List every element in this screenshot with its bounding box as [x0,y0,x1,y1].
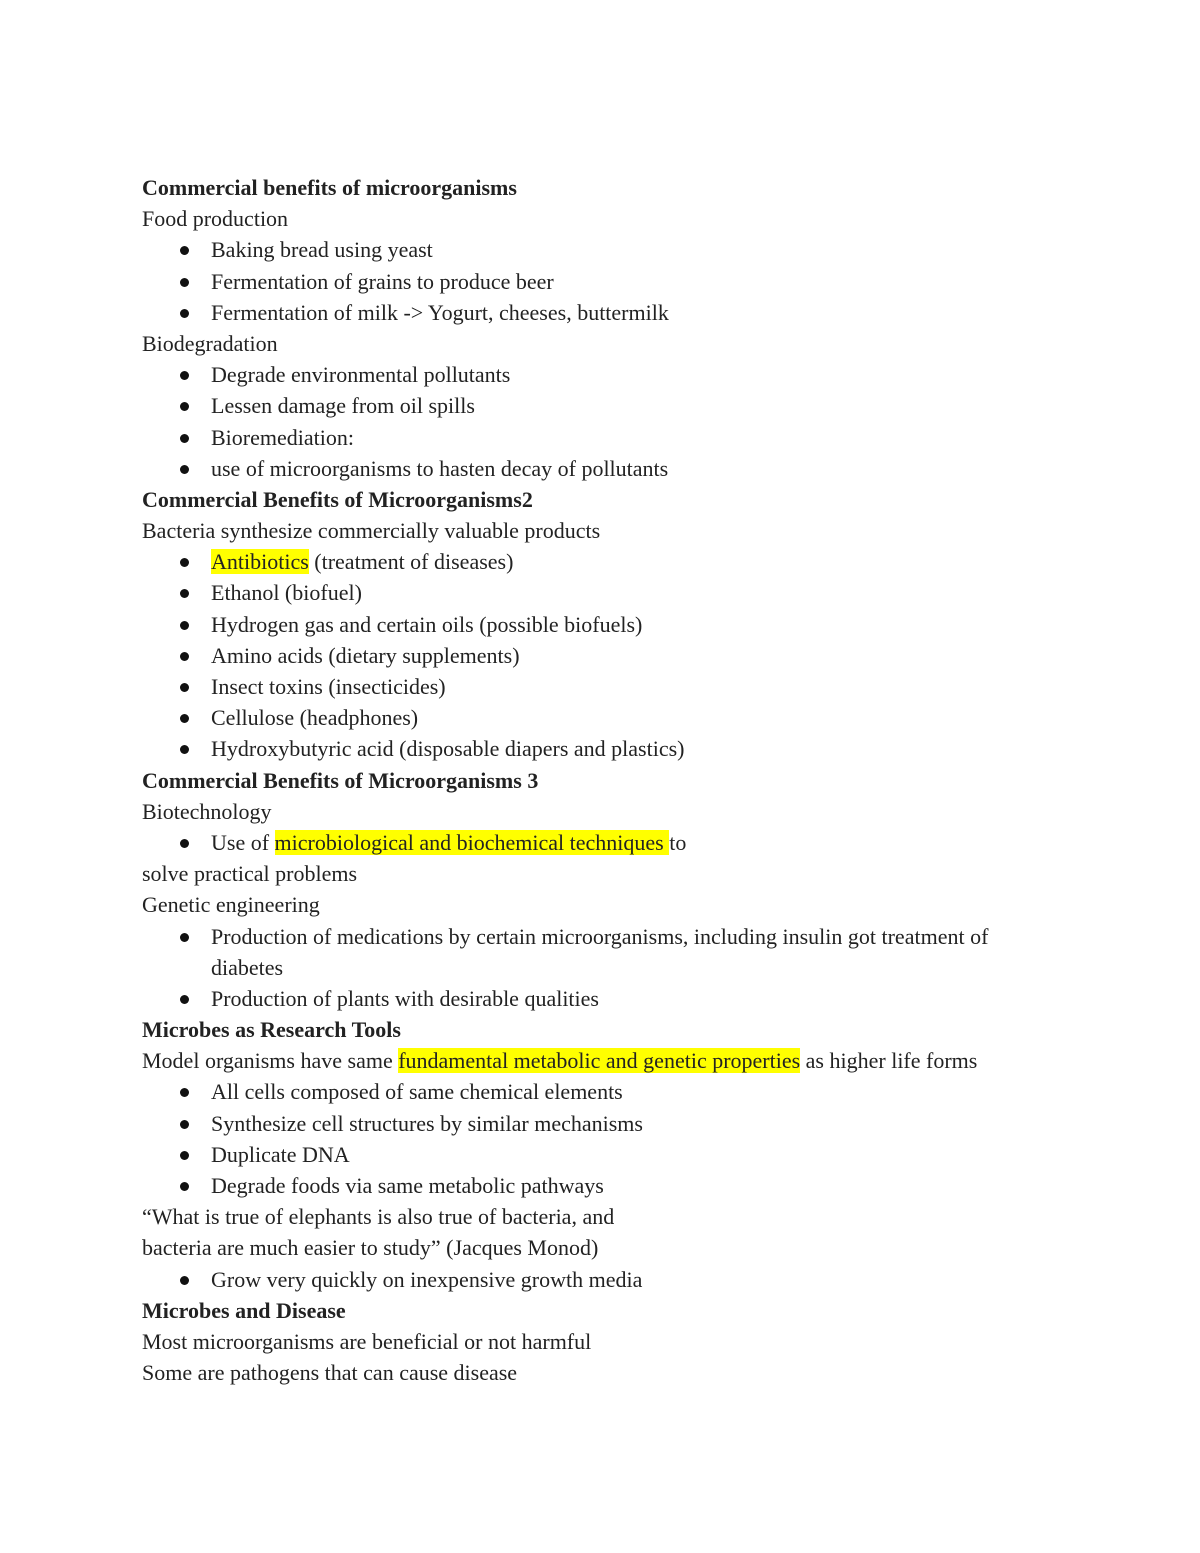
list-item: Bioremediation: [142,422,1062,453]
bullet-icon [180,402,189,411]
list-item: Fermentation of grains to produce beer [142,266,1062,297]
highlighted-text: microbiological and biochemical techniques [274,829,670,855]
highlighted-text: fundamental metabolic and genetic properties [398,1048,801,1074]
list-item: Degrade foods via same metabolic pathways [142,1170,1062,1201]
quote-text: “What is true of elephants is also true of bacteria, and [142,1204,615,1230]
bullet-icon [180,434,189,443]
bullet-icon [180,621,189,630]
bullet-icon [180,465,189,474]
list-item: Production of plants with desirable qualities [142,983,1062,1014]
list-item: Ethanol (biofuel) [142,577,1062,608]
section-heading: Commercial Benefits of Microorganisms 3 [142,767,539,793]
quote-text: bacteria are much easier to study” (Jacques Monod) [142,1235,599,1261]
list-item: Hydroxybutyric acid (disposable diapers and plastics) [142,733,1062,764]
paragraph-text: solve practical problems [142,861,358,887]
bullet-icon [180,839,189,848]
subheading-text: Genetic engineering [142,892,320,918]
paragraph-text: Most microorganisms are beneficial or not harmful [142,1328,592,1354]
subheading-text: Biotechnology [142,798,272,824]
list-item: Degrade environmental pollutants [142,359,1062,390]
paragraph-text: Bacteria synthesize commercially valuable products [142,518,601,544]
bullet-icon [180,1151,189,1160]
bullet-icon [180,652,189,661]
section-heading: Microbes as Research Tools [142,1017,401,1043]
bullet-icon [180,1120,189,1129]
bullet-icon [180,745,189,754]
highlighted-text: Antibiotics [211,549,309,575]
list-item: Cellulose (headphones) [142,702,1062,733]
list-item: Lessen damage from oil spills [142,390,1062,421]
subheading-text: Food production [142,206,289,232]
bullet-icon [180,683,189,692]
list-item: All cells composed of same chemical elements [142,1076,1062,1107]
bullet-icon [180,278,189,287]
bullet-icon [180,1182,189,1191]
bullet-icon [180,995,189,1004]
list-item: Antibiotics (treatment of diseases) [142,546,1062,577]
section-heading: Commercial benefits of microorganisms [142,175,517,200]
list-item: Insect toxins (insecticides) [142,671,1062,702]
list-item: Baking bread using yeast [142,234,1062,265]
bullet-icon [180,589,189,598]
paragraph-text: Model organisms have same fundamental metabolic and genetic properties as higher life forms [142,1048,978,1074]
bullet-icon [180,933,189,942]
list-item: Synthesize cell structures by similar mechanisms [142,1108,1062,1139]
list-item: Production of medications by certain microorganisms, including insulin got treatment of diabetes [142,921,1062,983]
list-item: Use of microbiological and biochemical techniques to [142,827,1062,858]
paragraph-text: Some are pathogens that can cause disease [142,1360,518,1386]
section-heading: Commercial Benefits of Microorganisms2 [142,486,533,512]
list-item: Grow very quickly on inexpensive growth media [142,1264,1062,1295]
list-item: use of microorganisms to hasten decay of pollutants [142,453,1062,484]
bullet-icon [180,309,189,318]
document-page [142,172,1062,1388]
list-item: Hydrogen gas and certain oils (possible biofuels) [142,609,1062,640]
list-item: Amino acids (dietary supplements) [142,640,1062,671]
bullet-icon [180,371,189,380]
list-item: Duplicate DNA [142,1139,1062,1170]
bullet-icon [180,558,189,567]
subheading-text: Biodegradation [142,330,278,356]
list-item: Fermentation of milk -> Yogurt, cheeses, buttermilk [142,297,1062,328]
bullet-icon [180,1088,189,1097]
bullet-icon [180,246,189,255]
section-heading: Microbes and Disease [142,1297,346,1323]
bullet-icon [180,1276,189,1285]
bullet-icon [180,714,189,723]
